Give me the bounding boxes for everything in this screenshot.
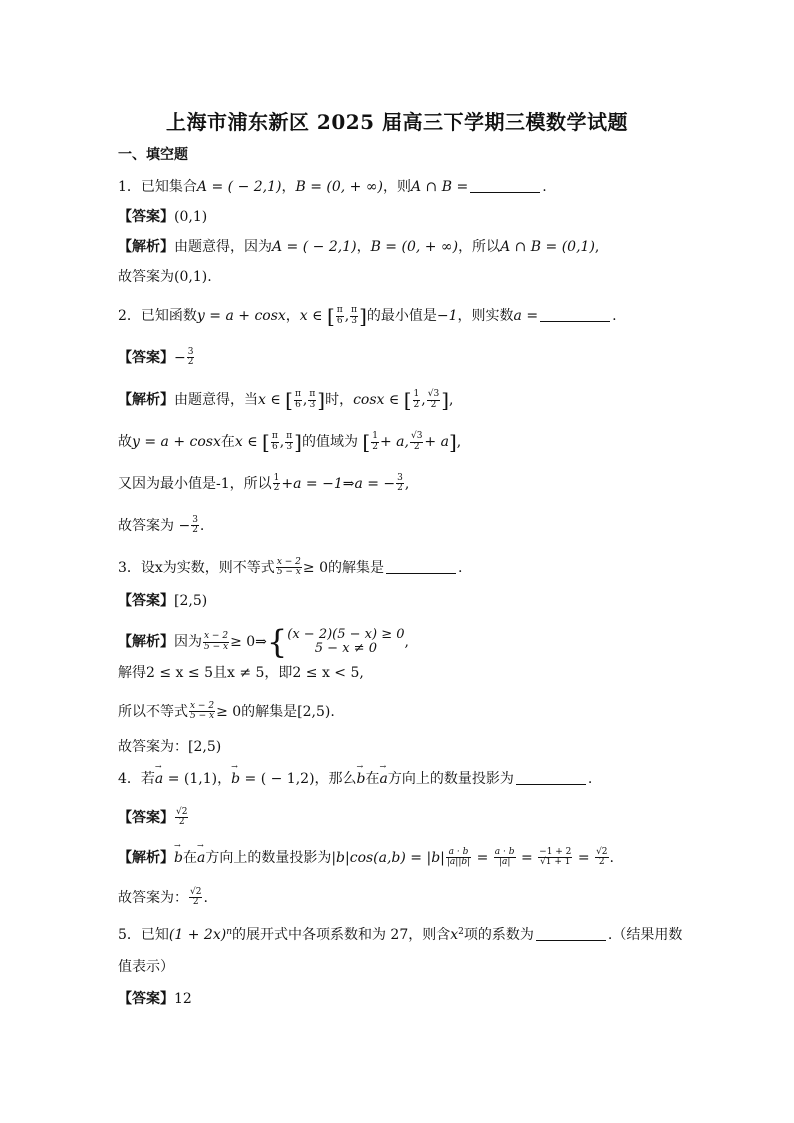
answer-5: 【答案】12 [118,991,192,1007]
question-4: 4．若→ a = (1,1)，→ b = ( − 1,2)，那么→ b在→ a方向上的数量投影为 . [118,772,592,786]
conclusion-2: 故答案为 − $\frac{3}{2}$ . [118,515,205,536]
answer-blank [516,772,586,785]
answer-3: 【答案】[2,5) [118,593,208,609]
analysis-4: 【解析】→ b在→ a方向上的数量投影为|b|cos(a,b) = |b| $\frac{a \cdot b}{|a||b|}$ = $\frac{a \cdot b}{|a|}$ = $\frac{-1 + 2}{√1 + 1}$ = $\frac{√2}{2}$ . [118,848,614,868]
conclusion-3: 故答案为：[2,5) [118,739,222,755]
answer-1: 【答案】(0,1) [118,209,208,225]
answer-4: 【答案】 $\frac{√2}{2}$ [118,807,188,828]
question-3: 3．设x为实数，则不等式 $\frac{x - 2}{5 - x}$ ≥ 0的解集是 . [118,557,463,578]
section-heading: 一、填空题 [118,147,188,163]
analysis-3-line-2: 解得2 ≤ x ≤ 5且x ≠ 5，即2 ≤ x < 5, [118,665,364,681]
answer-blank [470,180,540,193]
question-5-line-1: 5．已知$(1 + 2x)^n$的展开式中各项系数和为 27，则含$x^2$项的系数为 .（结果用数 [118,927,683,943]
page-title: 上海市浦东新区 2025 届高三下学期三模数学试题 [165,110,629,134]
answer-blank [386,561,456,574]
analysis-3-line-1: 【解析】因为 $\frac{x - 2}{5 - x}$ ≥ 0⇒{ (x − 2)(5 − x) ≥ 0 5 − x ≠ 0 , [118,623,409,661]
analysis-2-line-2: 故y = a + cosx在x ∈ [ $\frac{\pi}{6}$ , $\frac{\pi}{3}$ ]的值域为 [ $\frac{1}{2}$ + a, $\frac{√3}{2}$ + a], [118,430,462,454]
conclusion-1: 故答案为(0,1). [118,269,212,285]
conclusion-4: 故答案为： $\frac{√2}{2}$ . [118,887,208,908]
answer-2: 【答案】− $\frac{3}{2}$ [118,347,194,368]
analysis-2-line-1: 【解析】由题意得，当x ∈ [ $\frac{\pi}{6}$ , $\frac{\pi}{3}$ ]时，cosx ∈ [ $\frac{1}{2}$ , $\frac{√3}{2}$ ], [118,388,454,412]
question-5-line-2: 值表示） [118,959,174,975]
analysis-1: 【解析】由题意得，因为A = ( − 2,1)，B = (0, + ∞)，所以A ∩ B = (0,1), [118,239,600,255]
answer-blank [536,928,606,941]
question-2: 2．已知函数y = a + cosx，x ∈ [ $\frac{\pi}{6}$ , $\frac{\pi}{3}$ ]的最小值是−1，则实数a = . [118,304,617,328]
question-1: 1．已知集合A = ( − 2,1)，B = (0, + ∞)，则A ∩ B = . [118,179,547,195]
analysis-3-line-3: 所以不等式 $\frac{x - 2}{5 - x}$ ≥ 0的解集是[2,5). [118,701,335,722]
answer-blank [540,309,610,322]
analysis-2-line-3: 又因为最小值是-1，所以 $\frac{1}{2}$ +a = −1⇒a = − $\frac{3}{2}$ , [118,473,410,494]
